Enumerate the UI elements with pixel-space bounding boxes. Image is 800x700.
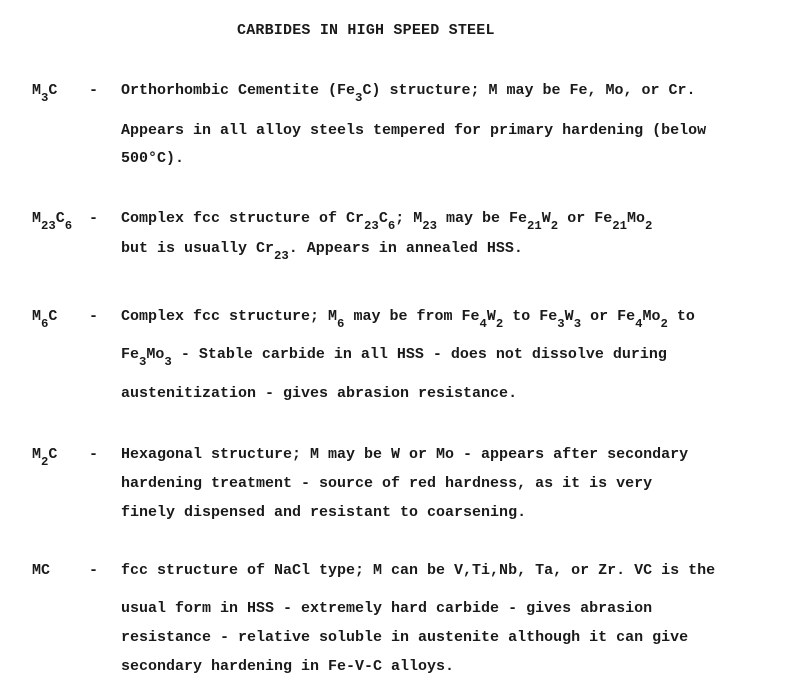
description-line: Complex fcc structure of $Cr_{23}C_6$; $M_{23}$ may be $Fe_{21}W_2$ or $Fe_{21}Mo_2$ — [121, 210, 653, 233]
description-line: resistance - relative soluble in austenite although it can give — [121, 629, 689, 646]
description-line: Orthorhombic Cementite $(Fe_3C)$ structure; M may be Fe, Mo, or Cr. — [121, 82, 696, 105]
description-line: Complex fcc structure; $M_6$ may be from $Fe_4W_2$ to $Fe_3W_3$ or $Fe_4Mo_2$ to — [121, 308, 695, 331]
entry-dash: - — [89, 446, 99, 463]
description-line: 500°C). — [121, 150, 185, 167]
description-line: fcc structure of NaCl type; M can be V,Ti,Nb, Ta, or Zr. VC is the — [121, 562, 716, 579]
description-line: but is usually $Cr_{23}$. Appears in annealed HSS. — [121, 240, 523, 263]
entry-dash: - — [89, 562, 99, 579]
entry-dash: - — [89, 82, 99, 99]
description-line: Hexagonal structure; M may be W or Mo - appears after secondary — [121, 446, 689, 463]
description-line: Appears in all alloy steels tempered for primary hardening (below — [121, 122, 707, 139]
carbide-symbol: $M_3C$ — [32, 82, 58, 105]
carbide-symbol: $M_2C$ — [32, 446, 58, 469]
carbide-symbol: $M_6C$ — [32, 308, 58, 331]
carbide-symbol: MC — [32, 562, 51, 579]
description-line: hardening treatment - source of red hardness, as it is very — [121, 475, 653, 492]
entry-dash: - — [89, 308, 99, 325]
description-line: usual form in HSS - extremely hard carbide - gives abrasion — [121, 600, 653, 617]
description-line: secondary hardening in Fe-V-C alloys. — [121, 658, 455, 675]
description-line: austenitization - gives abrasion resistance. — [121, 385, 518, 402]
entry-dash: - — [89, 210, 99, 227]
description-line: $Fe_3Mo_3$ - Stable carbide in all HSS - does not dissolve during — [121, 346, 667, 369]
page-title: CARBIDES IN HIGH SPEED STEEL — [237, 22, 495, 39]
carbide-symbol: $M_{23}C_6$ — [32, 210, 73, 233]
description-line: finely dispensed and resistant to coarsening. — [121, 504, 527, 521]
